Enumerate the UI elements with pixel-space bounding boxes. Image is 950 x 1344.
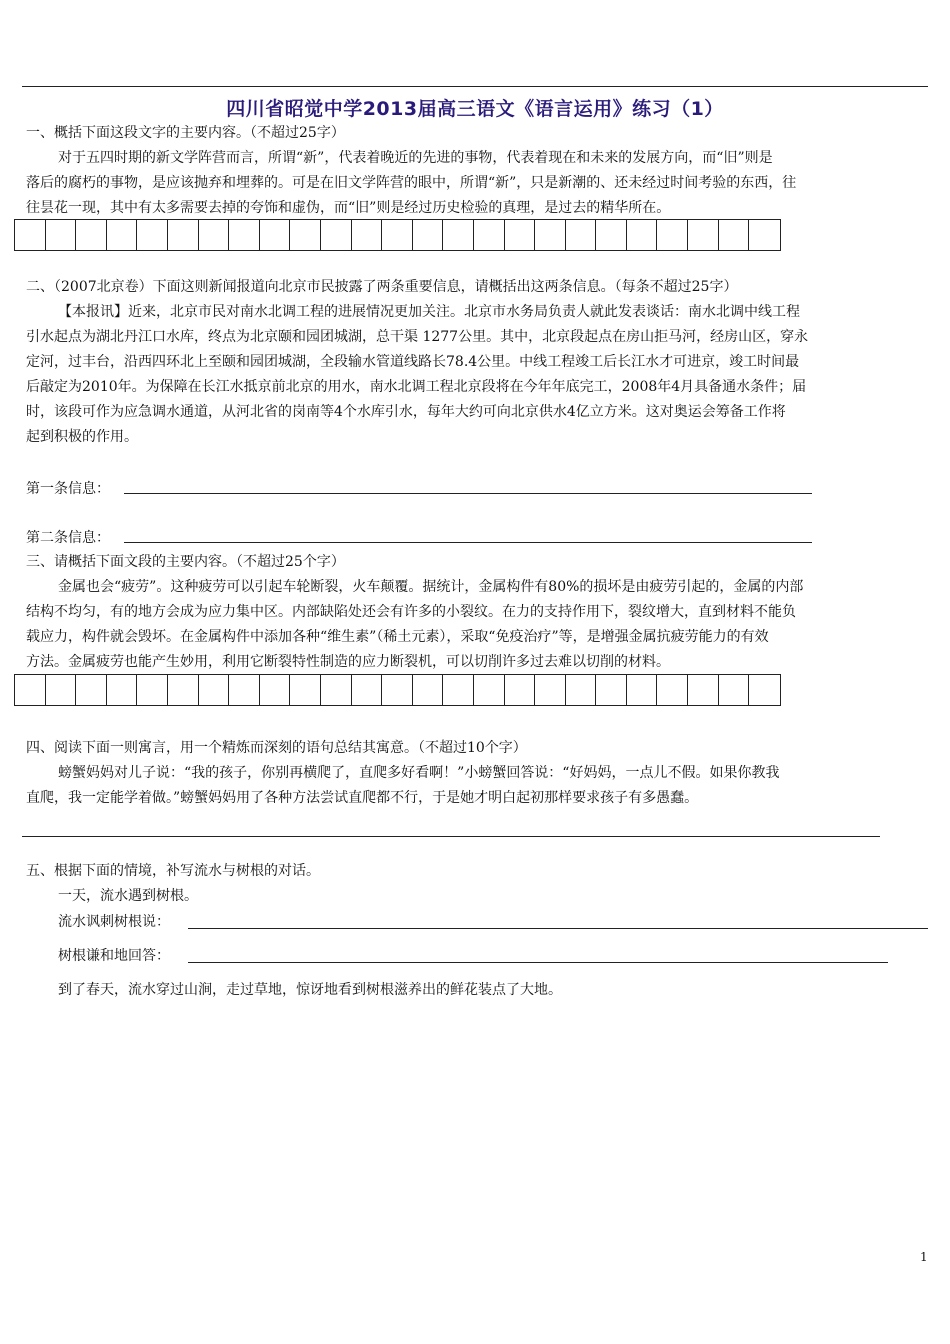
info2-answer-line[interactable] [124,542,812,543]
answer-cell[interactable] [443,675,474,705]
answer-cell[interactable] [107,675,138,705]
q3-answer-grid[interactable] [14,674,781,706]
answer-cell[interactable] [46,220,77,250]
answer-cell[interactable] [229,675,260,705]
q5-intro: 一天，流水遇到树根。 [58,888,198,904]
answer-cell[interactable] [749,675,780,705]
q3-text-line: 方法。金属疲劳也能产生妙用，利用它断裂特性制造的应力断裂机，可以切削许多过去难以切削的材料。 [26,654,670,670]
answer-cell[interactable] [229,220,260,250]
answer-cell[interactable] [443,220,474,250]
answer-cell[interactable] [290,675,321,705]
answer-cell[interactable] [168,220,199,250]
answer-cell[interactable] [321,220,352,250]
q4-text-line: 直爬，我一定能学着做。”螃蟹妈妈用了各种方法尝试直爬都不行，于是她才明白起初那样要求孩子有多愚蠢。 [26,790,699,806]
answer-cell[interactable] [657,220,688,250]
answer-cell[interactable] [76,675,107,705]
q1-text-line: 对于五四时期的新文学阵营而言，所谓“新”，代表着晚近的先进的事物，代表着现在和未来的发展方向，而“旧”则是 [58,150,773,166]
root-answer-line[interactable] [188,962,888,963]
answer-cell[interactable] [596,220,627,250]
answer-cell[interactable] [535,675,566,705]
answer-cell[interactable] [413,220,444,250]
answer-cell[interactable] [290,220,321,250]
q4-answer-line[interactable] [22,836,880,837]
q2-prompt: 二、（2007北京卷）下面这则新闻报道向北京市民披露了两条重要信息，请概括出这两条信息。（每条不超过25字） [26,279,738,295]
answer-cell[interactable] [627,220,658,250]
answer-cell[interactable] [719,675,750,705]
answer-cell[interactable] [199,675,230,705]
answer-cell[interactable] [199,220,230,250]
q4-prompt: 四、阅读下面一则寓言，用一个精炼而深刻的语句总结其寓意。（不超过10个字） [26,740,527,756]
q2-text-line: 时，该段可作为应急调水通道，从河北省的岗南等4个水库引水，每年大约可向北京供水4亿立方米。这对奥运会筹备工作将 [26,404,786,420]
answer-cell[interactable] [15,675,46,705]
q3-text-line: 载应力，构件就会毁坏。在金属构件中添加各种“维生素”（稀土元素），采取“免疫治疗”等，是增强金属抗疲劳能力的有效 [26,629,769,645]
q2-text-line: 定河，过丰台，沿西四环北上至颐和园团城湖，全段输水管道线路长78.4公里。中线工程竣工后长江水才可进京，竣工时间最 [26,354,800,370]
answer-cell[interactable] [688,675,719,705]
answer-cell[interactable] [566,220,597,250]
q5-ending: 到了春天，流水穿过山涧，走过草地，惊讶地看到树根滋养出的鲜花装点了大地。 [58,982,562,998]
answer-cell[interactable] [657,675,688,705]
root-label: 树根谦和地回答： [58,948,170,964]
info2-label: 第二条信息： [26,530,110,546]
q1-answer-grid[interactable] [14,219,781,251]
q4-text-line: 螃蟹妈妈对儿子说：“我的孩子，你别再横爬了，直爬多好看啊！”小螃蟹回答说：“好妈妈，一点儿不假。如果你教我 [58,765,780,781]
answer-cell[interactable] [76,220,107,250]
answer-cell[interactable] [382,675,413,705]
answer-cell[interactable] [168,675,199,705]
answer-cell[interactable] [596,675,627,705]
answer-cell[interactable] [137,220,168,250]
stream-answer-line[interactable] [188,928,928,929]
info1-label: 第一条信息： [26,481,110,497]
q5-prompt: 五、根据下面的情境，补写流水与树根的对话。 [26,863,320,879]
stream-label: 流水讽刺树根说： [58,914,170,930]
page-title: 四川省昭觉中学2013届高三语文《语言运用》练习（1） [226,98,724,120]
answer-cell[interactable] [137,675,168,705]
q3-text-line: 结构不均匀，有的地方会成为应力集中区。内部缺陷处还会有许多的小裂纹。在力的支持作用下，裂纹增大，直到材料不能负 [26,604,796,620]
q3-text-line: 金属也会“疲劳”。这种疲劳可以引起车轮断裂，火车颠覆。据统计，金属构件有80%的损坏是由疲劳引起的，金属的内部 [58,579,804,595]
q2-text-line: 后敲定为2010年。为保障在长江水抵京前北京的用水，南水北调工程北京段将在今年年底完工，2008年4月具备通水条件；届 [26,379,807,395]
answer-cell[interactable] [749,220,780,250]
answer-cell[interactable] [688,220,719,250]
q2-text-line: 【本报讯】近来，北京市民对南水北调工程的进展情况更加关注。北京市水务局负责人就此发表谈话：南水北调中线工程 [58,304,800,320]
page-number: 1 [920,1250,928,1264]
answer-cell[interactable] [505,220,536,250]
info1-answer-line[interactable] [124,493,812,494]
q1-text-line: 往昙花一现，其中有太多需要去掉的夸饰和虚伪，而“旧”则是经过历史检验的真理，是过去的精华所在。 [26,200,671,216]
answer-cell[interactable] [15,220,46,250]
q2-text-line: 起到积极的作用。 [26,429,138,445]
answer-cell[interactable] [627,675,658,705]
answer-cell[interactable] [382,220,413,250]
q1-text-line: 落后的腐朽的事物，是应该抛弃和埋葬的。可是在旧文学阵营的眼中，所谓“新”，只是新潮的、还未经过时间考验的东西，往 [26,175,797,191]
q2-text-line: 引水起点为湖北丹江口水库，终点为北京颐和园团城湖，总干渠 1277公里。其中，北京段起点在房山拒马河，经房山区，穿永 [26,329,809,345]
answer-cell[interactable] [505,675,536,705]
top-rule [22,86,928,87]
answer-cell[interactable] [352,220,383,250]
q1-prompt: 一、概括下面这段文字的主要内容。（不超过25字） [26,125,345,141]
answer-cell[interactable] [535,220,566,250]
answer-cell[interactable] [46,675,77,705]
answer-cell[interactable] [107,220,138,250]
answer-cell[interactable] [352,675,383,705]
answer-cell[interactable] [260,675,291,705]
q3-prompt: 三、请概括下面文段的主要内容。（不超过25个字） [26,554,345,570]
answer-cell[interactable] [474,220,505,250]
answer-cell[interactable] [260,220,291,250]
answer-cell[interactable] [413,675,444,705]
answer-cell[interactable] [474,675,505,705]
answer-cell[interactable] [321,675,352,705]
answer-cell[interactable] [719,220,750,250]
answer-cell[interactable] [566,675,597,705]
